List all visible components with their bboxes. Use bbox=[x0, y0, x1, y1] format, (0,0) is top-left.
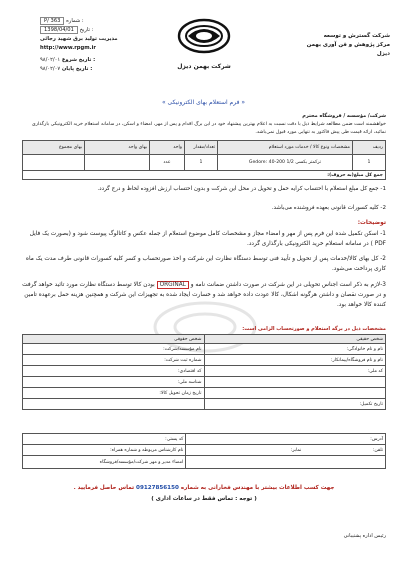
website-link[interactable]: http://www.rpgm.ir bbox=[40, 45, 96, 51]
table-row bbox=[23, 434, 386, 445]
vendor-section-title: مشخصات ذیل در برگه استعلام و صورتحساب الزامی است: bbox=[242, 326, 386, 332]
manager-line: مدیریت تولید برق شهید رجائی bbox=[40, 36, 118, 42]
field-address[interactable]: آدرس: bbox=[186, 434, 386, 445]
form-title: « فرم استعلام بهای الکترونیکی » bbox=[161, 99, 246, 106]
table-row bbox=[23, 344, 386, 355]
field-agent[interactable]: نام کارشناس مربوطه و شماره همراه: bbox=[23, 445, 186, 456]
col-total-price: بهای مجموع bbox=[23, 141, 85, 155]
table-row bbox=[23, 388, 386, 399]
field-national-code[interactable]: کد ملی: bbox=[204, 366, 386, 377]
start-date-value: ۹۸/۰۲/۰۱ bbox=[40, 57, 61, 63]
brand-name: شرکت بهمن دیزل bbox=[177, 63, 231, 70]
contact-table bbox=[22, 433, 386, 469]
number-label: شماره : bbox=[66, 18, 84, 24]
field-empty-1[interactable] bbox=[204, 377, 386, 388]
contact-note-part-b: تماس حاصل فرمایید . bbox=[73, 485, 135, 491]
phone-label: تلفن: bbox=[372, 447, 383, 453]
items-table-header bbox=[23, 141, 386, 155]
items-table bbox=[22, 140, 386, 180]
explanation-2: 2- کل بهای کالا/خدمات پس از تحویل و تأیید فنی توسط دستگاه نظارت این شرکت و اخذ صورتحساب و کسر کلیه کسورات قانونی طرف مدت یک ماه کاری پرداخت می‌شود. bbox=[25, 256, 386, 272]
contact-note bbox=[22, 484, 386, 493]
cell-unit: عدد bbox=[150, 155, 185, 171]
original-keyword: ORGINAL bbox=[157, 281, 189, 289]
field-signature[interactable]: امضاء مدیر و مهر شرکت/مؤسسه/فروشگاه bbox=[23, 456, 186, 469]
company-line: شرکت گسترش و توسعه bbox=[323, 33, 390, 39]
field-empty-4[interactable] bbox=[186, 456, 386, 469]
table-row bbox=[23, 399, 386, 410]
field-national-id[interactable]: شناسه ملی: bbox=[23, 377, 205, 388]
field-completion-date[interactable]: تاریخ تکمیل: bbox=[204, 399, 386, 410]
end-date-row bbox=[40, 65, 118, 74]
explanation-1: 1- اسکن تکمیل شده این فرم پس از مهر و امضاء مجاز و مشخصات کامل موضوع استعلام از جمله عکس و کاتالوگ پیوست شود و (بصورت یک فایل PDF ) در سامانه استعلام خرید الکترونیکی بارگذاری گردد. bbox=[29, 231, 386, 247]
company-name-block bbox=[300, 32, 390, 59]
field-empty-2[interactable] bbox=[204, 388, 386, 399]
hours-note: ( توجه : تماس فقط در ساعات اداری ) bbox=[151, 496, 257, 502]
company-line: مرکز پژوهش و فن آوری بهمن دیزل bbox=[306, 42, 390, 57]
date-row bbox=[40, 26, 118, 35]
field-delivery-date[interactable]: تاریخ زمان تحویل کالا: bbox=[23, 388, 205, 399]
total-row bbox=[23, 171, 386, 180]
vendor-table-header bbox=[23, 335, 386, 344]
field-empty-3[interactable] bbox=[23, 399, 205, 410]
field-store-name[interactable]: نام و نام فروشگاه/پیمانکار: bbox=[204, 355, 386, 366]
contact-note-part-a: جهت کسب اطلاعات بیشتر با مهندس فخارانی به شماره bbox=[180, 485, 335, 491]
start-date-label: تاریخ شروع : bbox=[61, 57, 96, 63]
date-label: تاریخ : bbox=[79, 27, 94, 33]
explanation-3-part-b: بودن کالا توسط دستگاه نظارت مورد تائید خواهد گرفت و در صورت نقصان و داشتن هرگونه اشکال، کالا عودت داده خواهد شد و خسارت ایجاد شده به تجهیزات این شرکت و همچنین هزینه حمل برعهده تامین کننده کالا خواهد بود. bbox=[22, 282, 386, 308]
fax-label: نمابر: bbox=[290, 447, 302, 453]
bahman-logo-icon bbox=[176, 16, 232, 60]
signature-footer: رئیس اداره پشتیبانی bbox=[343, 533, 386, 539]
table-row bbox=[23, 377, 386, 388]
number-value: P/ 363 bbox=[40, 17, 64, 25]
col-unit-price: بهای واحد bbox=[85, 141, 150, 155]
salutation: شرکت/ مؤسسه / فروشگاه محترم bbox=[302, 113, 386, 119]
table-row bbox=[23, 445, 386, 456]
col-legal-person: شخص حقوقی bbox=[23, 335, 205, 344]
company-logo bbox=[176, 16, 232, 60]
col-quantity: تعداد/مقدار bbox=[185, 141, 218, 155]
start-date-row bbox=[40, 56, 118, 65]
contact-phone[interactable]: 09127856150 bbox=[136, 485, 179, 491]
explanation-3-part-a: 3-لازم به ذکر است اجناس تحویلی در این شرکت در صورت داشتن ضمانت نامه و bbox=[190, 282, 386, 288]
table-row bbox=[23, 355, 386, 366]
col-real-person: شخص حقیقی bbox=[204, 335, 386, 344]
date-value: 1398/04/01 bbox=[40, 26, 78, 34]
explanation-3 bbox=[22, 280, 386, 310]
table-row bbox=[23, 366, 386, 377]
note-1: 1- جمع کل مبلغ استعلام با احتساب کرایه حمل و تحویل در محل این شرکت و بدون احتساب ارزش افزوده لحاظ و درج گردد. bbox=[97, 186, 386, 192]
note-2: 2- کلیه کسورات قانونی بعهده فروشنده می‌باشد. bbox=[271, 205, 386, 211]
vendor-table bbox=[22, 334, 386, 410]
col-row: ردیف bbox=[353, 141, 386, 155]
explanations-title: توضیحات: bbox=[357, 220, 386, 226]
table-row bbox=[23, 456, 386, 469]
cell-total-price[interactable] bbox=[23, 155, 85, 171]
end-date-label: تاریخ پایان : bbox=[61, 66, 93, 72]
field-postal-code[interactable]: کد پستی: bbox=[23, 434, 186, 445]
total-label[interactable]: جمع کل مبلغ(به حروف): bbox=[23, 171, 386, 180]
cell-quantity: 1 bbox=[185, 155, 218, 171]
number-row bbox=[40, 17, 118, 26]
field-phone[interactable] bbox=[186, 445, 386, 456]
cell-description: ترکمتر بکسی 1/2 200-40 :Gedore bbox=[218, 155, 353, 171]
cell-unit-price[interactable] bbox=[85, 155, 150, 171]
table-row bbox=[23, 155, 386, 171]
field-economic-code[interactable]: کد اقتصادی: bbox=[23, 366, 205, 377]
intro-text: خواهشمند است ضمن مطالعه شرایط ذیل با دقت نسبت به اعلام بهترین پیشنهاد خود در این برگ اقدام و پس از مهر، امضاء و اسکن، در سامانه استعلام خرید الکترونیکی بارگذاری نمائید، ارائه قیمت طی پیش فاکتور به تنهایی مورد قبول نمی‌باشد. bbox=[31, 122, 386, 135]
field-company-name[interactable]: نام مؤسسه/شرکت: bbox=[23, 344, 205, 355]
cell-row: 1 bbox=[353, 155, 386, 171]
end-date-value: ۹۸/۰۲/۰۷ bbox=[40, 66, 61, 72]
col-description: مشخصات ونوع کالا / خدمات مورد استعلام bbox=[218, 141, 353, 155]
col-unit: واحد bbox=[150, 141, 185, 155]
field-registration-number[interactable]: شماره ثبت شرکت: bbox=[23, 355, 205, 366]
header-meta bbox=[40, 17, 118, 74]
field-full-name[interactable]: نام و نام خانوادگی: bbox=[204, 344, 386, 355]
